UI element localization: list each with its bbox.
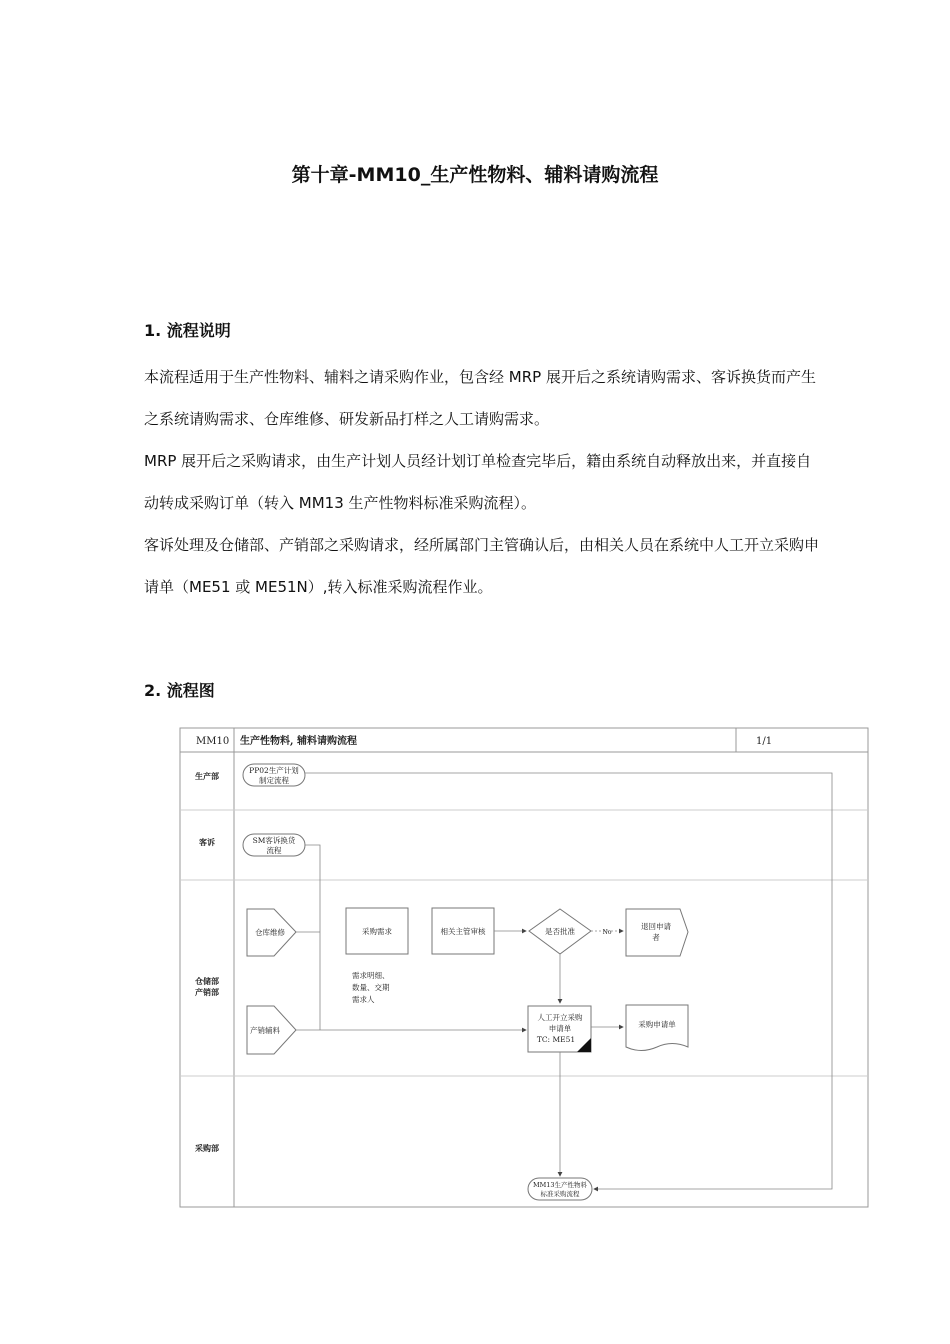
lane-label-complaint: 客诉	[199, 837, 215, 847]
note-line-2: 数量、交期	[352, 983, 390, 992]
section-heading-flowchart: 2. 流程图	[144, 681, 215, 700]
mm13-label-1: MM13生产性物料	[532, 1181, 588, 1189]
sm-label-1: SM客诉换货	[252, 836, 296, 845]
manager-review-label: 相关主管审核	[440, 927, 486, 936]
paragraph: MRP 展开后之采购请求，由生产计划人员经计划订单检查完毕后，籍由系统自动释放出来，并直接自动转成采购订单（转入 MM13 生产性物料标准采购流程）。	[144, 452, 812, 512]
return-label-2: 者	[652, 933, 660, 942]
flowchart-code: MM10	[196, 736, 230, 747]
page-title: 第十章-MM10_生产性物料、辅料请购流程	[291, 164, 659, 186]
warehouse-repair-label: 仓库维修	[255, 928, 285, 937]
pp02-label-2: 制定流程	[259, 776, 289, 785]
manual-label-2: 申请单	[548, 1024, 572, 1033]
sm-label-2: 流程	[266, 846, 282, 855]
lane-label-warehouse: 仓储部	[195, 976, 219, 986]
request-document-label: 采购申请单	[638, 1020, 676, 1029]
lane-label-production-sales: 产销部	[195, 987, 219, 997]
manual-label-3: TC: ME51	[536, 1035, 576, 1044]
return-label-1: 退回申请	[641, 922, 671, 931]
approve-label: 是否批准	[545, 927, 575, 936]
flowchart-name: 生产性物料, 辅料请购流程	[240, 736, 357, 747]
flowchart-page: 1/1	[756, 736, 773, 747]
lane-label-production: 生产部	[195, 771, 219, 781]
section-heading-description: 1. 流程说明	[144, 321, 231, 340]
note-line-3: 需求人	[352, 995, 375, 1004]
purchase-demand-label: 采购需求	[362, 927, 392, 936]
sm-connector	[305, 845, 320, 1030]
mm13-label-2: 标准采购流程	[540, 1190, 580, 1198]
lane-label-purchasing: 采购部	[195, 1143, 219, 1153]
no-label: No	[602, 929, 612, 936]
note-line-1: 需求明细、	[352, 971, 390, 980]
paragraph: 本流程适用于生产性物料、辅料之请采购作业，包含经 MRP 展开后之系统请购需求、客诉换货而产生之系统请购需求、仓库维修、研发新品打样之人工请购需求。	[144, 368, 816, 428]
flowchart-frame	[180, 728, 868, 1207]
production-aux-label: 产销辅料	[250, 1026, 280, 1035]
paragraph: 客诉处理及仓储部、产销部之采购请求，经所属部门主管确认后，由相关人员在系统中人工开立采购申请单（ME51 或 ME51N）,转入标准采购流程作业。	[144, 536, 820, 596]
pp02-label-1: PP02生产计划	[249, 766, 299, 775]
manual-label-1: 人工开立采购	[537, 1013, 583, 1022]
pp02-to-mm13-connector	[305, 773, 832, 1189]
